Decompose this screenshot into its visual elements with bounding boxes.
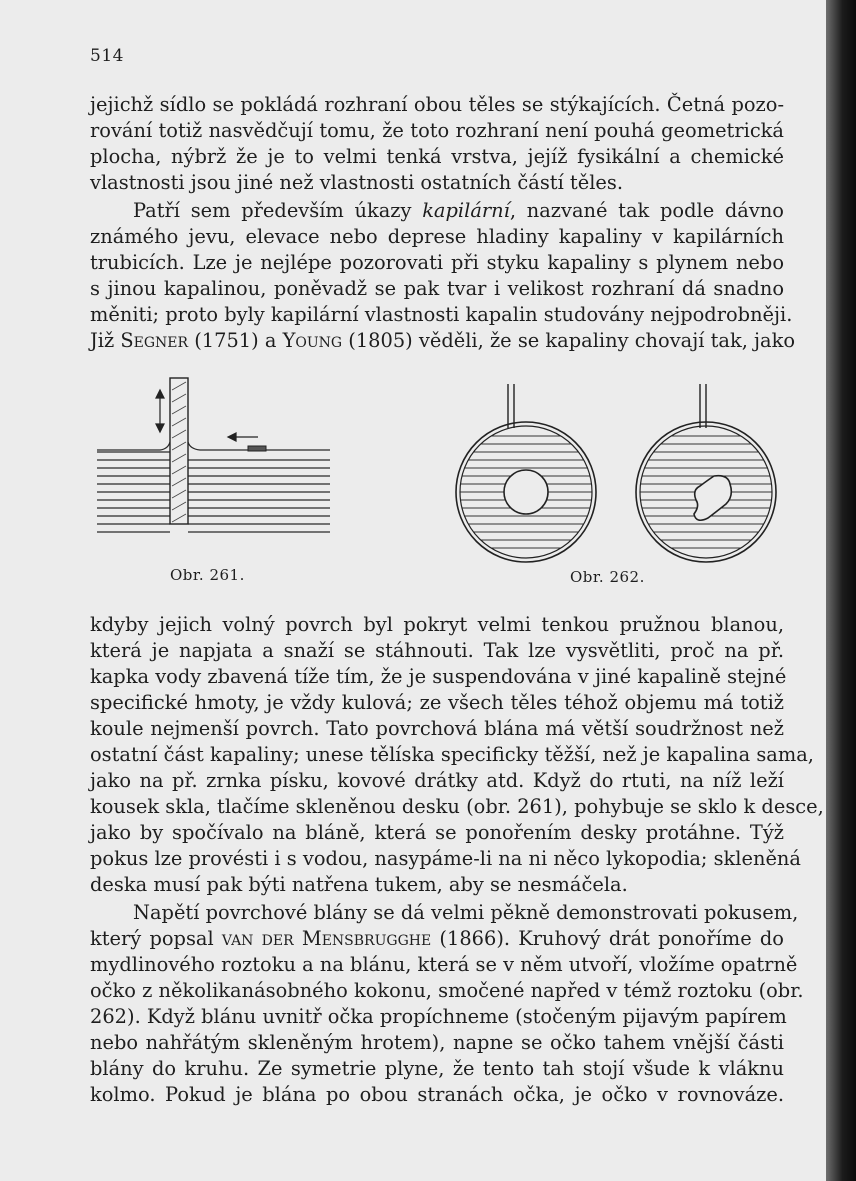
text-line: specifické hmoty, je vždy kulová; ze všech těles téhož objemu má totiž [90, 691, 784, 714]
text-line: kousek skla, tlačíme skleněnou desku (obr. 261), pohybuje se sklo k desce, [90, 795, 824, 818]
figure-261-caption: Obr. 261. [170, 566, 245, 584]
glass-piece [248, 446, 266, 451]
text-line: očko z několikanásobného kokonu, smočené napřed v témž roztoku (obr. [90, 979, 804, 1002]
text-line: který popsal van der Mensbrugghe (1866). Kruhový drát ponoříme do [90, 927, 784, 950]
text-line: koule nejmenší povrch. Tato povrchová blána má větší soudržnost než [90, 717, 784, 740]
text-line: jako by spočívalo na bláně, která se ponořením desky protáhne. Týž [90, 821, 784, 844]
text-line: ostatní část kapaliny; unese tělíska specificky těžší, než je kapalina sama, [90, 743, 814, 766]
text-line: vlastnosti jsou jiné než vlastnosti ostatních částí těles. [90, 171, 623, 194]
emphasis-kapilarni: kapilární [422, 199, 510, 222]
text-line: kolmo. Pokud je blána po obou stranách očka, je očko v rovnováze. [90, 1083, 784, 1106]
text-line: plocha, nýbrž že je to velmi tenká vrstva, jejíž fysikální a chemické [90, 145, 784, 168]
author-segner: Segner [120, 329, 189, 352]
push-arrow-icon [156, 390, 164, 432]
author-young: Young [282, 329, 343, 352]
text-line: mydlinového roztoku a na blánu, která se v něm utvoří, vložíme opatrně [90, 953, 798, 976]
text-line: nebo nahřátým skleněným hrotem), napne se očko tahem vnější části [90, 1031, 784, 1054]
text-line: pokus lze provésti i s vodou, nasypáme-li na ni něco lykopodia; skleněná [90, 847, 801, 870]
text-line: Napětí povrchové blány se dá velmi pěkně demonstrovati pokusem, [133, 901, 799, 924]
figure-261 [90, 370, 350, 550]
text-line: měniti; proto byly kapilární vlastnosti kapalin studovány nejpodrobněji. [90, 303, 793, 326]
figure-262-caption: Obr. 262. [570, 568, 645, 586]
figure-262 [438, 380, 778, 560]
text-line: s jinou kapalinou, poněvadž se pak tvar i velikost rozhraní dá snadno [90, 277, 784, 300]
book-spine-shadow [826, 0, 856, 1181]
text-line: jejichž sídlo se pokládá rozhraní obou těles se stýkajících. Četná pozo- [90, 93, 784, 116]
text-line: která je napjata a snaží se stáhnouti. Tak lze vysvětliti, proč na př. [90, 639, 784, 662]
wire-ring-left [456, 384, 598, 562]
text-line: Patří sem především úkazy kapilární, nazvané tak podle dávno [133, 199, 784, 222]
text-line: deska musí pak býti natřena tukem, aby se nesmáčela. [90, 873, 628, 896]
text-line: kapka vody zbavená tíže tím, že je suspendována v jiné kapalině stejné [90, 665, 787, 688]
page-number: 514 [90, 46, 124, 66]
text-line: rování totiž nasvědčují tomu, že toto rozhraní není pouhá geometrická [90, 119, 784, 142]
text-line: 262). Když blánu uvnitř očka propíchneme (stočeným pijavým papírem [90, 1005, 787, 1028]
text-line: známého jevu, elevace nebo deprese hladiny kapaliny v kapilárních [90, 225, 784, 248]
motion-arrow-icon [228, 433, 258, 441]
text-line: jako na př. zrnka písku, kovové drátky atd. Když do rtuti, na níž leží [90, 769, 784, 792]
silk-loop-circular [504, 470, 548, 514]
author-mensbrugghe: van der Mensbrugghe [221, 927, 432, 950]
silk-loop-irregular [694, 476, 731, 521]
text-line: Již Segner (1751) a Young (1805) věděli, že se kapaliny chovají tak, jako [90, 329, 796, 352]
text-line: blány do kruhu. Ze symetrie plyne, že tento tah stojí všude k vláknu [90, 1057, 784, 1080]
wire-ring-right [636, 384, 778, 562]
text-line: kdyby jejich volný povrch byl pokryt velmi tenkou pružnou blanou, [90, 613, 784, 636]
text-line: trubicích. Lze je nejlépe pozorovati při styku kapaliny s plynem nebo [90, 251, 784, 274]
